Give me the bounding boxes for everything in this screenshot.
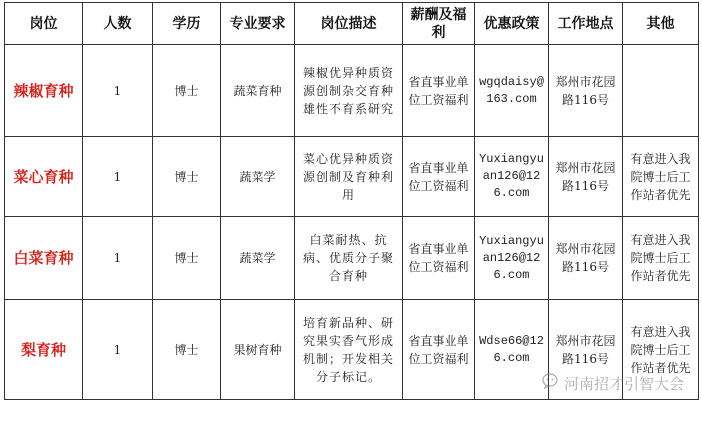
table-row [5, 217, 699, 300]
salary: 省直事业单位工资福利 [403, 217, 475, 300]
work-address: 郑州市花园路116号 [549, 45, 623, 137]
headcount: 1 [83, 45, 153, 137]
contact-email: Wdse66@126.com [475, 300, 549, 400]
header-other: 其他 [623, 3, 699, 45]
major: 蔬菜学 [221, 137, 295, 217]
header-address: 工作地点 [549, 3, 623, 45]
work-address: 郑州市花园路116号 [549, 217, 623, 300]
header-major: 专业要求 [221, 3, 295, 45]
post-name: 菜心育种 [5, 137, 83, 217]
description: 白菜耐热、抗病、优质分子聚合育种 [295, 217, 403, 300]
salary: 省直事业单位工资福利 [403, 137, 475, 217]
other-notes [623, 45, 699, 137]
description: 辣椒优异种质资源创制杂交育种雄性不育系研究 [295, 45, 403, 137]
post-name: 梨育种 [5, 300, 83, 400]
headcount: 1 [83, 137, 153, 217]
description: 菜心优异种质资源创制及育种利用 [295, 137, 403, 217]
other-notes: 有意进入我院博士后工作站者优先 [623, 217, 699, 300]
header-education: 学历 [153, 3, 221, 45]
watermark [542, 372, 684, 394]
description: 培育新品种、研究果实香气形成机制；开发相关分子标记。 [295, 300, 403, 400]
major: 蔬菜学 [221, 217, 295, 300]
contact-email: Yuxiangyuan126@126.com [475, 137, 549, 217]
contact-email: wgqdaisy@163.com [475, 45, 549, 137]
watermark-text: 河南招才引智大会 [563, 374, 684, 393]
headcount: 1 [83, 300, 153, 400]
recruitment-table [4, 2, 699, 400]
headcount: 1 [83, 217, 153, 300]
post-name: 白菜育种 [5, 217, 83, 300]
education: 博士 [153, 45, 221, 137]
header-count: 人数 [83, 3, 153, 45]
wechat-chat-icon [542, 372, 560, 394]
header-post: 岗位 [5, 3, 83, 45]
major: 蔬菜育种 [221, 45, 295, 137]
education: 博士 [153, 300, 221, 400]
education: 博士 [153, 137, 221, 217]
table-row [5, 45, 699, 137]
header-description: 岗位描述 [295, 3, 403, 45]
other-notes: 有意进入我院博士后工作站者优先 [623, 300, 699, 400]
table-header-row [5, 3, 699, 45]
salary: 省直事业单位工资福利 [403, 45, 475, 137]
major: 果树育种 [221, 300, 295, 400]
salary: 省直事业单位工资福利 [403, 300, 475, 400]
header-salary: 薪酬及福利 [403, 3, 475, 45]
table-row [5, 137, 699, 217]
contact-email: Yuxiangyuan126@126.com [475, 217, 549, 300]
education: 博士 [153, 217, 221, 300]
header-contact: 优惠政策 [475, 3, 549, 45]
post-name: 辣椒育种 [5, 45, 83, 137]
other-notes: 有意进入我院博士后工作站者优先 [623, 137, 699, 217]
work-address: 郑州市花园路116号 [549, 137, 623, 217]
work-address: 郑州市花园路116号 [549, 300, 623, 400]
